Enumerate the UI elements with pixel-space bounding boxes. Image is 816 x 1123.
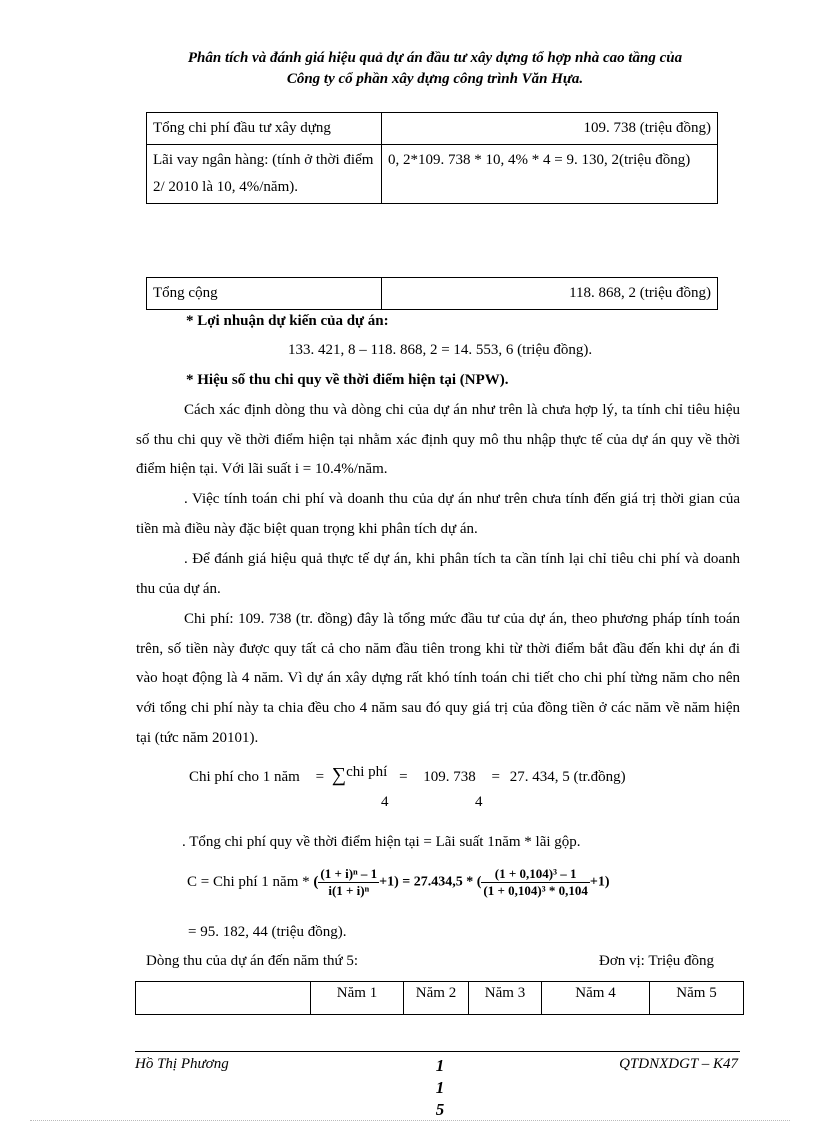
empty-header-cell — [136, 982, 311, 1015]
paragraph-method: Cách xác định dòng thu và dòng chi của dự án như trên là chưa hợp lý, ta tính chỉ tiêu hiệu số thu chi quy về thời điểm hiện tại nhằm xác định quy mô thu nhập thực tế của dự án quy về thời điểm hiện tại. Với lãi suất i = 10.4%/năm. — [136, 402, 740, 478]
footer-author: Hồ Thị Phương — [135, 1056, 229, 1072]
denominator-2: 4 — [475, 794, 483, 810]
total-label: Tổng cộng — [147, 278, 382, 310]
npw-heading: * Hiệu số thu chi quy về thời điểm hiện tại (NPW). — [186, 372, 509, 388]
total-cost-text: . Tổng chi phí quy về thời điểm hiện tại = Lãi suất 1năm * lãi gộp. — [182, 834, 581, 850]
total-value: 118. 868, 2 (triệu đồng) — [382, 278, 718, 310]
year-3-header: Năm 3 — [469, 982, 542, 1015]
unit-label: Đơn vị: Triệu đồng — [599, 953, 715, 969]
revenue-caption: Dòng thu của dự án đến năm thứ 5: — [146, 953, 359, 969]
total-table — [146, 277, 718, 310]
discount-formula: C = Chi phí 1 năm * ( $\frac{\text{(1 + i)ⁿ – 1}}{\text{i(1 + i)ⁿ}}$ +1) = 27.434,5 * ( $\frac{\text{(1 + 0,104)³ – 1}}{\text{(1 + 0,104)³ * 0,104}}$ +1) — [187, 866, 610, 898]
year-5-header: Năm 5 — [650, 982, 744, 1015]
profit-formula: 133. 421, 8 – 118. 868, 2 = 14. 553, 6 (triệu đồng). — [288, 342, 593, 358]
year-2-header: Năm 2 — [404, 982, 469, 1015]
cost-table — [146, 112, 718, 204]
footer-divider — [135, 1051, 740, 1052]
denominator-1: 4 — [381, 794, 389, 810]
paragraph-reevaluate: . Để đánh giá hiệu quả thực tế dự án, khi phân tích ta cần tính lại chỉ tiêu chi phí và doanh thu của dự án. — [136, 551, 740, 597]
annual-cost-formula: Chi phí cho 1 năm = ∑chi phí = 109. 738 = 27. 434, 5 (tr.đồng) — [189, 764, 626, 786]
interest-value: 0, 2*109. 738 * 10, 4% * 4 = 9. 130, 2(triệu đồng) — [382, 145, 718, 204]
page-number: 1 1 5 — [435, 1056, 445, 1119]
cost-label: Tổng chi phí đầu tư xây dựng — [147, 113, 382, 145]
annual-cost-total: 109. 738 — [423, 769, 476, 785]
interest-label: Lãi vay ngân hàng: (tính ở thời điểm 2/ 2010 là 10, 4%/năm). — [147, 145, 382, 204]
revenue-table — [135, 981, 744, 1015]
specific-fraction: $\frac{\text{(1 + 0,104)³ – 1}}{\text{(1 + 0,104)³ * 0,104}}$ — [483, 866, 588, 898]
year-1-header: Năm 1 — [311, 982, 404, 1015]
year-4-header: Năm 4 — [542, 982, 650, 1015]
annual-cost-result: 27. 434, 5 (tr.đồng) — [509, 769, 626, 785]
header-line-2: Công ty cổ phần xây dựng công trình Văn Hựa. — [286, 71, 584, 87]
total-cost-result: = 95. 182, 44 (triệu đồng). — [188, 924, 347, 940]
table-header-row — [136, 982, 744, 1015]
cost-value: 109. 738 (triệu đồng) — [382, 113, 718, 145]
table-row — [147, 145, 718, 204]
sigma-symbol: ∑ — [331, 764, 347, 786]
c-label: C = Chi phí 1 năm * — [187, 874, 310, 890]
paragraph-time-value: . Việc tính toán chi phí và doanh thu của dự án như trên chưa tính đến giá trị thời gian của tiền mà điều này đặc biệt quan trọng khi phân tích dự án. — [136, 491, 740, 537]
paragraph-cost-explanation: Chi phí: 109. 738 (tr. đồng) đây là tổng mức đầu tư của dự án, theo phương pháp tính toán trên, số tiền này được quy tất cả cho năm đầu tiên trong khi từ thời điểm bắt đầu đến khi dự án đi vào hoạt động là 4 năm. Vì dự án xây dựng rất khó tính toán chi tiết cho chi phí từng năm cho nên với tổng chi phí này ta chia đều cho 4 năm sau đó quy giá trị của đồng tiền ở các năm về năm hiện tại (tức năm 20101). — [136, 611, 740, 746]
page-bottom-divider — [30, 1120, 790, 1121]
annual-cost-label: Chi phí cho 1 năm — [189, 769, 300, 785]
profit-heading: * Lợi nhuận dự kiến của dự án: — [186, 313, 389, 329]
table-row — [147, 113, 718, 145]
header-line-1: Phân tích và đánh giá hiệu quả dự án đầu tư xây dựng tổ hợp nhà cao tầng của — [187, 50, 683, 66]
footer-code: QTDNXDGT – K47 — [619, 1056, 738, 1072]
general-fraction: $\frac{\text{(1 + i)ⁿ – 1}}{\text{i(1 + i)ⁿ}}$ — [320, 866, 378, 898]
document-header — [110, 48, 760, 90]
table-row — [147, 278, 718, 310]
